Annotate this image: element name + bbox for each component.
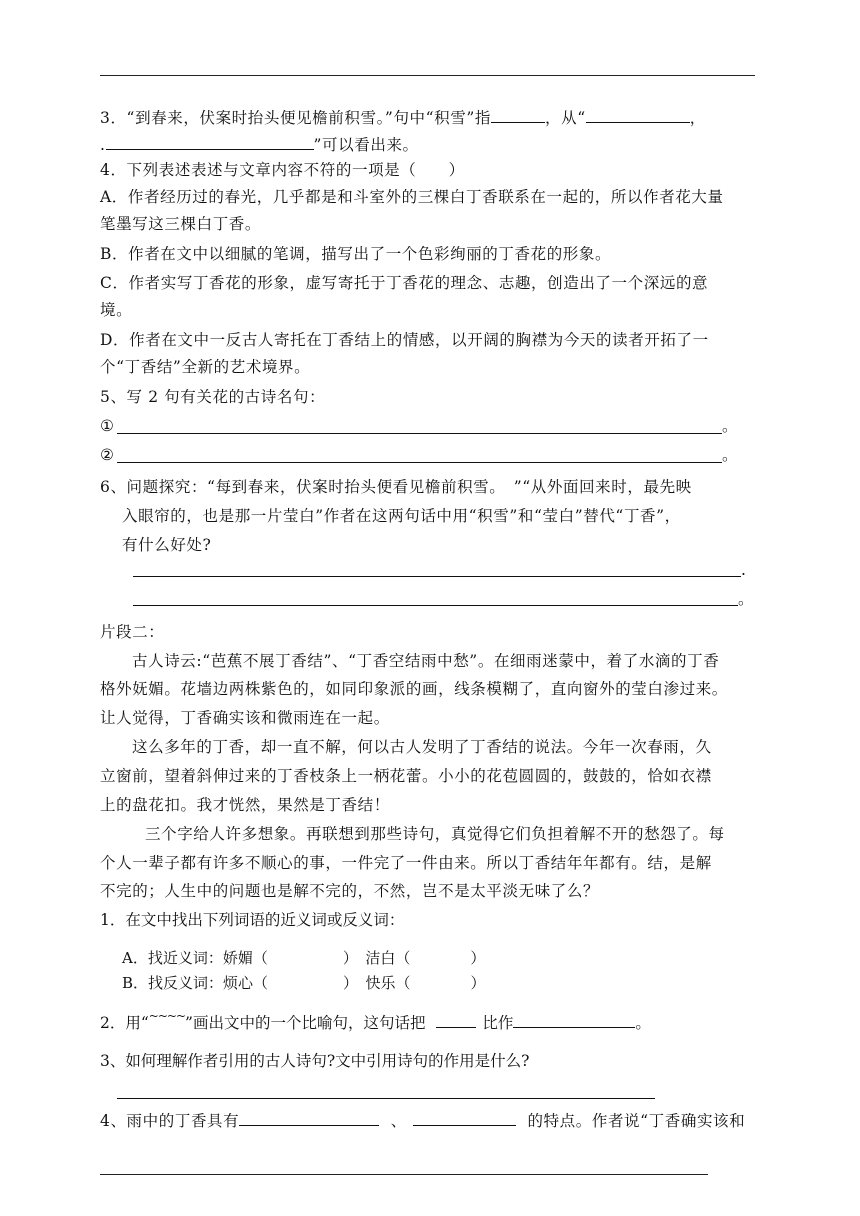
sub-question-3: 3、如何理解作者引用的古人诗句?文中引用诗句的作用是什么?	[100, 1052, 530, 1070]
s4-text-a: 4、雨中的丁香具有	[100, 1112, 240, 1130]
q3-text-d: .	[100, 136, 106, 154]
sub-question-1-a: A．找近义词：娇媚（ ） 洁白（ ）	[122, 949, 486, 967]
q3-text-b: ，从“	[545, 109, 586, 127]
answer-blank[interactable]	[491, 106, 545, 123]
option-c-line-2: 境。	[100, 301, 133, 319]
s2-text-b: ”画出文中的一个比喻句，这句话把	[185, 1014, 426, 1032]
passage-p2-line-1: 这么多年的丁香，却一直不解，何以古人发明了丁香结的说法。今年一次春雨，久	[132, 738, 712, 756]
question-5-stem: 5、写 2 句有关花的古诗名句：	[100, 388, 326, 406]
question-4-stem: 4．下列表述表述与文章内容不符的一项是（ ）	[100, 161, 465, 179]
answer-blank[interactable]	[436, 1011, 476, 1028]
question-6-line-3: 有什么好处?	[122, 536, 212, 554]
q3-text-a: 3．“到春来，伏案时抬头便见檐前积雪。”句中“积雪”指	[100, 109, 492, 127]
s4-text-c: 的特点。作者说“丁香确实该和	[527, 1112, 746, 1130]
answer-line-3[interactable]	[133, 576, 741, 577]
passage-p1-line-2: 格外妩媚。花墙边两株紫色的，如同印象派的画，线条模糊了，直向窗外的莹白渗过来。	[100, 680, 728, 698]
wavy-underline-mark: ~~~~	[148, 1009, 186, 1023]
passage-p3-line-2: 个人一辈子都有许多不顺心的事，一件完了一件由来。所以丁香结年年都有。结，是解	[100, 854, 712, 872]
answer-blank[interactable]	[586, 106, 690, 123]
q5-marker-2: ②	[100, 446, 114, 464]
q5-end-1: 。	[722, 417, 738, 435]
passage-p3-line-3: 不完的；人生中的问题也是解不完的，不然，岂不是太平淡无味了么？	[100, 882, 600, 900]
answer-line-1[interactable]	[117, 433, 722, 434]
question-3-line-1	[100, 106, 706, 128]
q6-end-2: 。	[738, 590, 754, 608]
passage-p2-line-2: 立窗前，望着斜伸过来的丁香枝条上一柄花蕾。小小的花苞圆圆的，鼓鼓的，恰如衣襟	[100, 767, 712, 785]
fragment-2-heading: 片段二：	[100, 623, 165, 641]
s2-text-d: 。	[635, 1014, 651, 1032]
question-6-line-2: 入眼帘的，也是那一片莹白”作者在这两句话中用“积雪”和“莹白”替代“丁香”，	[122, 507, 681, 525]
passage-p1-line-1: 古人诗云:“芭蕉不展丁香结”、“丁香空结雨中愁”。在细雨迷蒙中，着了水滴的丁香	[132, 652, 720, 670]
top-rule	[100, 75, 755, 76]
s4-text-b: 、	[390, 1112, 407, 1130]
q5-end-2: 。	[722, 446, 738, 464]
passage-p1-line-3: 让人觉得，丁香确实该和微雨连在一起。	[100, 709, 390, 727]
passage-p2-line-3: 上的盘花扣。我才恍然，果然是丁香结！	[100, 796, 390, 814]
sub-question-1-b: B．找反义词：烦心（ ） 快乐（ ）	[122, 974, 486, 992]
question-3-line-2	[100, 133, 419, 155]
answer-line-2[interactable]	[117, 462, 722, 463]
option-d-line-1: D．作者在文中一反古人寄托在丁香结上的情感，以开阔的胸襟为今天的读者开拓了一	[100, 331, 709, 349]
q3-text-e: ”可以看出来。	[313, 136, 419, 154]
answer-blank[interactable]	[239, 1109, 379, 1126]
answer-blank[interactable]	[106, 133, 314, 150]
option-b: B．作者在文中以细腻的笔调，描写出了一个色彩绚丽的丁香花的形象。	[100, 245, 612, 263]
answer-blank[interactable]	[413, 1109, 516, 1126]
sub-question-4	[100, 1109, 745, 1131]
s2-text-a: 2．用“	[100, 1014, 149, 1032]
passage-p3-line-1: 三个字给人许多想象。再联想到那些诗句，真觉得它们负担着解不开的愁怨了。每	[145, 825, 725, 843]
q5-marker-1: ①	[100, 417, 114, 435]
q6-end-1: .	[741, 561, 746, 579]
sub-question-2	[100, 1011, 651, 1034]
option-c-line-1: C．作者实写丁香花的形象，虚写寄托于丁香花的理念、志趣，创造出了一个深远的意	[100, 274, 709, 292]
bottom-rule	[100, 1174, 708, 1175]
option-d-line-2: 个“丁香结”全新的艺术境界。	[100, 358, 311, 376]
q3-text-c: ，	[689, 109, 706, 127]
answer-blank[interactable]	[513, 1011, 635, 1028]
answer-line-4[interactable]	[133, 605, 738, 606]
s2-text-c: 比作	[482, 1014, 514, 1032]
question-6-line-1: 6、问题探究：“每到春来，伏案时抬头便看见檐前积雪。 ”“从外面回来时，最先映	[100, 478, 692, 496]
answer-line-5[interactable]	[117, 1098, 655, 1099]
option-a-line-1: A．作者经历过的春光，几乎都是和斗室外的三棵白丁香联系在一起的，所以作者花大量	[100, 188, 724, 206]
option-a-line-2: 笔墨写这三棵白丁香。	[100, 215, 262, 233]
sub-question-1-stem: 1．在文中找出下列词语的近义词或反义词：	[100, 911, 405, 929]
